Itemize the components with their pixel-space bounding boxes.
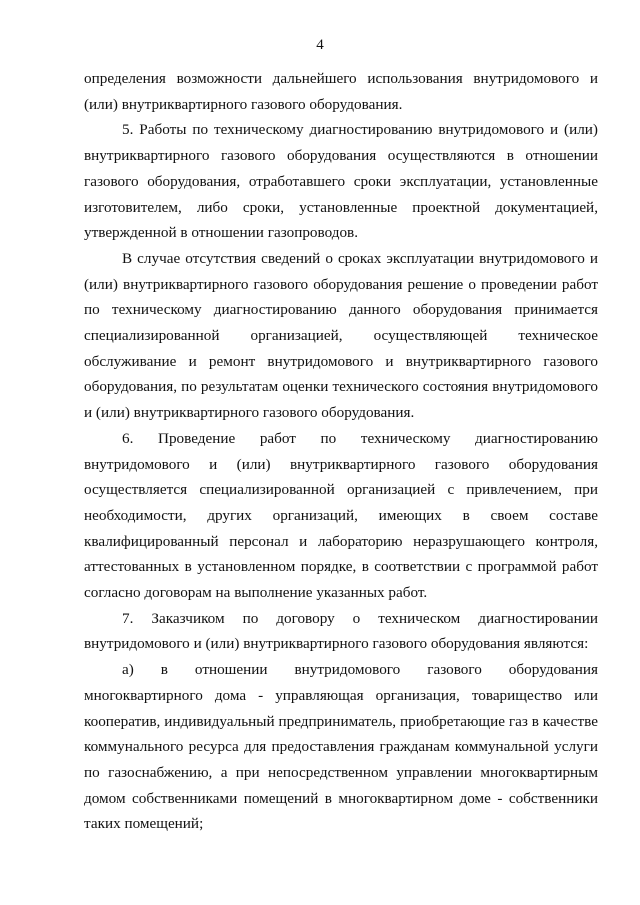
paragraph-item-5-note: В случае отсутствия сведений о сроках эксплуатации внутридомового и (или) внутриквартирного газового оборудования решение о проведении работ по техническому диагностированию данного оборудования принимается специализированной организацией, осуществляющей техническое обслуживание и ремонт внутридомового и внутриквартирного газового оборудования, по результатам оценки технического состояния внутридомового и (или) внутриквартирного газового оборудования. bbox=[84, 249, 598, 422]
paragraph-item-7: 7. Заказчиком по договору о техническом диагностировании внутридомового и (или) внутриквартирного газового оборудования являются: bbox=[84, 609, 598, 653]
page-number: 4 bbox=[316, 37, 324, 53]
document-body bbox=[84, 66, 598, 837]
paragraph-item-7a: а) в отношении внутридомового газового оборудования многоквартирного дома - управляющая организация, товарищество или кооператив, индивидуальный предприниматель, приобретающие газ в качестве коммунального ресурса для предоставления гражданам коммунальной услуги по газоснабжению, а при непосредственном управлении многоквартирным домом собственниками помещений в многоквартирном доме - собственники таких помещений; bbox=[84, 661, 598, 833]
paragraph-item-5: 5. Работы по техническому диагностированию внутридомового и (или) внутриквартирного газового оборудования осуществляются в отношении газового оборудования, отработавшего сроки эксплуатации, установленные изготовителем, либо сроки, установленные проектной документацией, утвержденной в отношении газопроводов. bbox=[84, 121, 598, 242]
paragraph-item-6: 6. Проведение работ по техническому диагностированию внутридомового и (или) внутриквартирного газового оборудования осуществляется специализированной организацией с привлечением, при необходимости, других организаций, имеющих в своем составе квалифицированный персонал и лабораторию неразрушающего контроля, аттестованных в установленном порядке, в соответствии с программой работ согласно договорам на выполнение указанных работ. bbox=[84, 429, 598, 602]
paragraph-continuation: определения возможности дальнейшего использования внутридомового и (или) внутриквартирного газового оборудования. bbox=[84, 70, 598, 113]
